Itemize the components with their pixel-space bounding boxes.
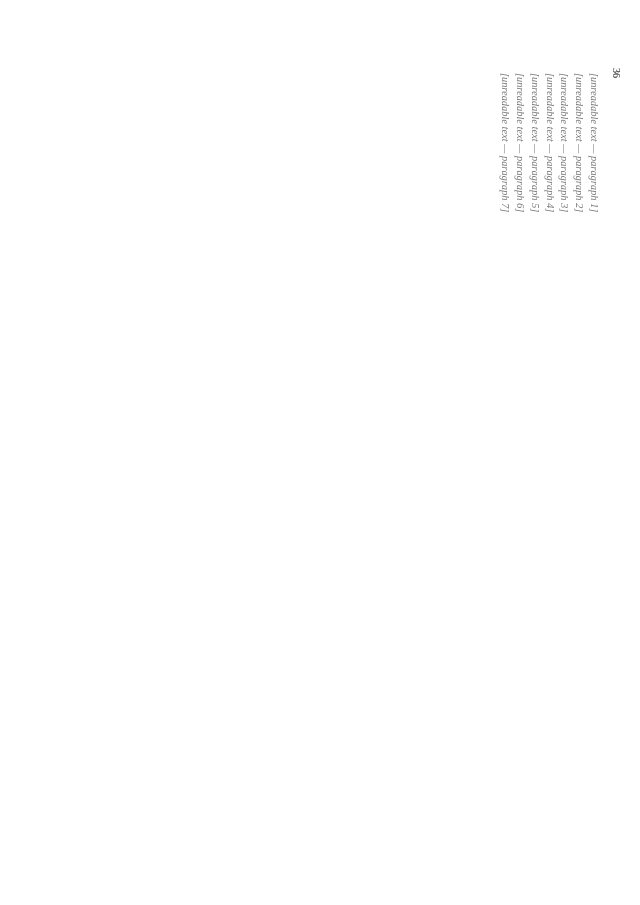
paragraph-4: [unreadable text — paragraph 4] [543, 73, 555, 213]
paragraph-3: [unreadable text — paragraph 3] [558, 73, 570, 213]
page-number: 36 [610, 68, 621, 78]
page-text-rotated [40, 45, 600, 885]
paragraph-5: [unreadable text — paragraph 5] [528, 73, 540, 213]
paragraph-1: [unreadable text — paragraph 1] [588, 73, 599, 213]
paragraph-6: [unreadable text — paragraph 6] [514, 73, 526, 213]
paragraph-7: [unreadable text — paragraph 7] [499, 73, 511, 213]
paragraph-2: [unreadable text — paragraph 2] [573, 73, 585, 213]
